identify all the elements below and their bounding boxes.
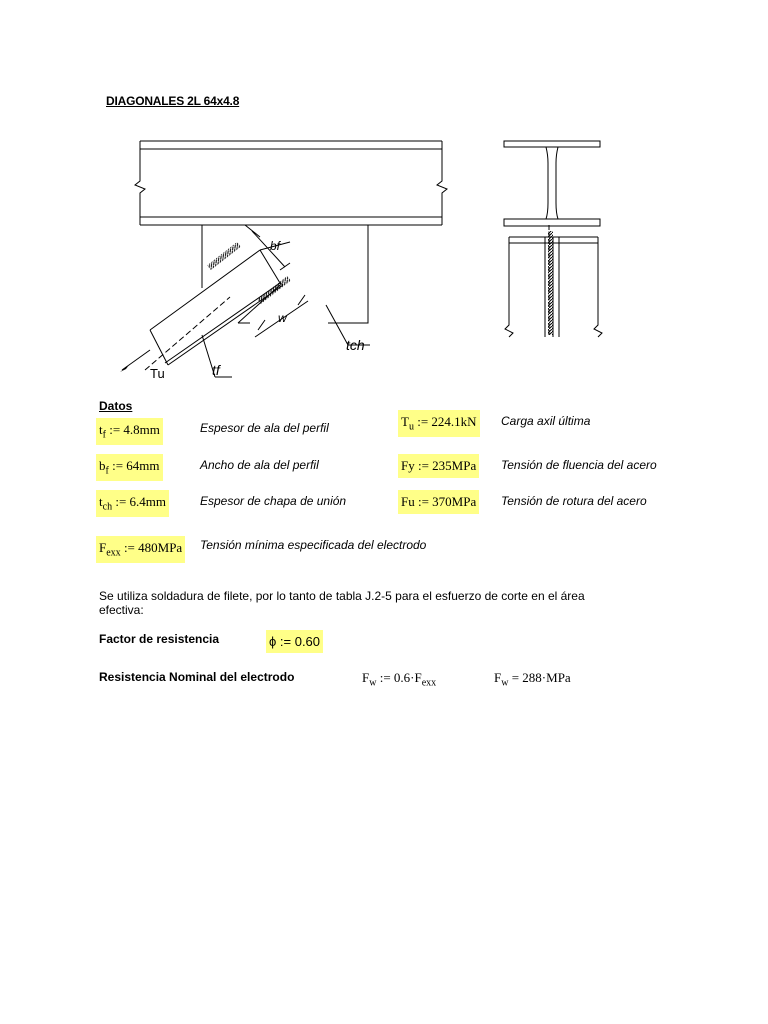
label-bf: bf xyxy=(270,239,281,253)
weld-upper xyxy=(207,242,241,270)
input-fu[interactable]: Fu := 370MPa xyxy=(398,490,479,514)
eq-fw-definition: $F_w$ := $0.6\cdot F_{exx}$ xyxy=(362,670,437,689)
connection-drawing xyxy=(120,125,620,395)
input-phi[interactable]: ϕ := 0.60 xyxy=(266,630,323,653)
input-tf[interactable]: $t_f$ := 4.8mm xyxy=(96,418,163,445)
input-fy[interactable]: Fy := 235MPa xyxy=(398,454,479,478)
beam-section xyxy=(504,141,600,226)
desc-tu: Carga axil última xyxy=(501,414,591,428)
leader-tch xyxy=(326,305,348,345)
label-tu: Tu xyxy=(150,366,165,381)
label-tf: tf xyxy=(212,362,220,378)
label-tch: tch xyxy=(346,337,365,353)
desc-tch: Espesor de chapa de unión xyxy=(200,494,347,508)
desc-bf: Ancho de ala del perfil xyxy=(200,458,319,472)
beam-elevation xyxy=(135,141,447,225)
paragraph-line-1: Se utiliza soldadura de filete, por lo tanto de tabla J.2-5 para el esfuerzo de corte en el área xyxy=(99,589,585,603)
desc-fy: Tensión de fluencia del acero xyxy=(501,458,657,472)
arrow-tu xyxy=(122,350,150,370)
paragraph-line-2: efectiva: xyxy=(99,603,144,617)
input-tu[interactable]: $T_u$ := 224.1kN xyxy=(398,410,480,437)
input-tch[interactable]: $t_{ch}$ := 6.4mm xyxy=(96,490,169,517)
desc-fexx: Tensión mínima especificada del electrodo xyxy=(200,538,427,552)
desc-tf: Espesor de ala del perfil xyxy=(200,421,329,435)
desc-fu: Tensión de rotura del acero xyxy=(501,494,647,508)
datos-heading: Datos xyxy=(99,399,133,413)
input-bf[interactable]: $b_f$ := 64mm xyxy=(96,454,163,481)
column-section xyxy=(505,237,602,337)
page-title: DIAGONALES 2L 64x4.8 xyxy=(106,94,240,108)
input-fexx[interactable]: $F_{exx}$ := 480MPa xyxy=(96,536,185,563)
label-w: w xyxy=(278,311,287,325)
eq-fw-result: $F_w = 288\cdot MPa$ xyxy=(494,670,571,689)
weld-lower xyxy=(257,276,291,304)
factor-label: Factor de resistencia xyxy=(99,632,220,646)
nominal-label: Resistencia Nominal del electrodo xyxy=(99,670,295,684)
